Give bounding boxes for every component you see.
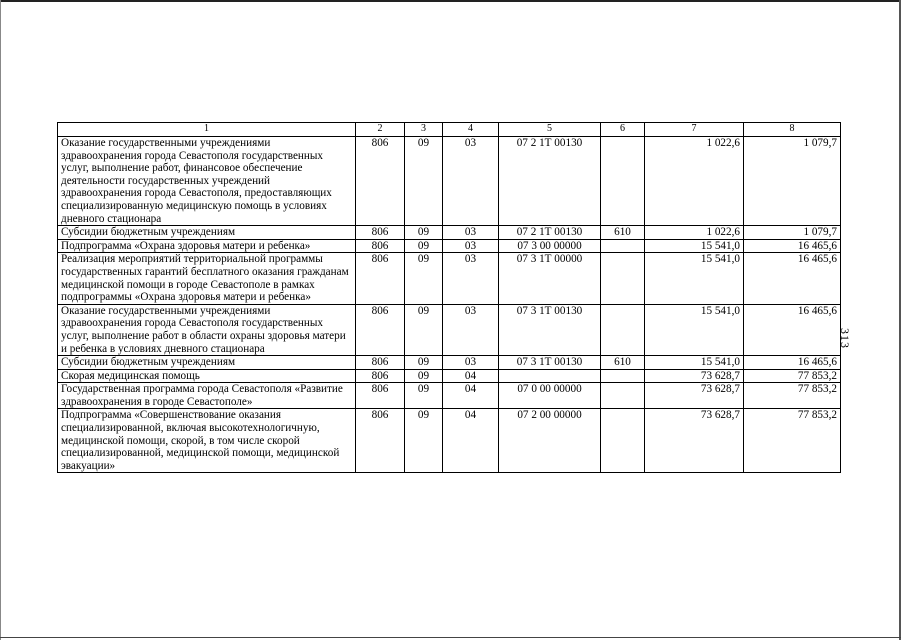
target-article-cell: 07 3 1Т 00130 <box>499 356 601 370</box>
amount-year2-cell: 1 079,7 <box>744 137 841 226</box>
section-code-cell: 09 <box>405 356 443 370</box>
column-header: 7 <box>645 123 744 137</box>
target-article-cell: 07 3 1Т 00000 <box>499 253 601 304</box>
amount-year2-cell: 77 853,2 <box>744 409 841 473</box>
table-row <box>58 409 841 473</box>
table-row <box>58 356 841 370</box>
scan-border-bottom <box>0 637 901 638</box>
row-name-cell: Оказание государственными учреждениями здравоохранения города Севастополя государственных услуг, выполнение работ в области охраны здоровья матери и ребенка в условиях дневного стационара <box>58 304 356 355</box>
amount-year1-cell: 73 628,7 <box>645 383 744 409</box>
section-code-cell: 09 <box>405 383 443 409</box>
column-header: 8 <box>744 123 841 137</box>
amount-year1-cell: 1 022,6 <box>645 226 744 240</box>
expense-type-cell: 610 <box>601 356 645 370</box>
subsection-code-cell: 03 <box>443 304 499 355</box>
ministry-code-cell: 806 <box>356 409 405 473</box>
expense-type-cell <box>601 369 645 383</box>
table-row <box>58 383 841 409</box>
target-article-cell: 07 3 1Т 00130 <box>499 304 601 355</box>
row-name-cell: Оказание государственными учреждениями здравоохранения города Севастополя государственных услуг, выполнение работ, финансовое обеспечение деятельности государственных учреждений здравоохранения города Севастополя, предоставляющих специализированную медицинскую помощь в условиях дневного стационара <box>58 137 356 226</box>
amount-year1-cell: 15 541,0 <box>645 304 744 355</box>
subsection-code-cell: 03 <box>443 137 499 226</box>
subsection-code-cell: 04 <box>443 383 499 409</box>
subsection-code-cell: 03 <box>443 356 499 370</box>
column-header: 4 <box>443 123 499 137</box>
row-name-cell: Подпрограмма «Совершенствование оказания специализированной, включая высокотехнологичную, медицинской помощи, скорой, в том числе скорой специализированной, медицинской помощи, медицинской эвакуации» <box>58 409 356 473</box>
ministry-code-cell: 806 <box>356 137 405 226</box>
amount-year1-cell: 1 022,6 <box>645 137 744 226</box>
row-name-cell: Скорая медицинская помощь <box>58 369 356 383</box>
page-number: 313 <box>838 328 852 349</box>
table-header-row <box>58 123 841 137</box>
target-article-cell: 07 2 1Т 00130 <box>499 226 601 240</box>
expense-type-cell <box>601 253 645 304</box>
scan-border-top <box>0 0 901 2</box>
column-header: 6 <box>601 123 645 137</box>
amount-year2-cell: 1 079,7 <box>744 226 841 240</box>
row-name-cell: Подпрограмма «Охрана здоровья матери и ребенка» <box>58 239 356 253</box>
amount-year2-cell: 16 465,6 <box>744 304 841 355</box>
section-code-cell: 09 <box>405 253 443 304</box>
subsection-code-cell: 04 <box>443 409 499 473</box>
table-row <box>58 137 841 226</box>
scan-border-left <box>0 0 1 640</box>
amount-year1-cell: 73 628,7 <box>645 409 744 473</box>
column-header: 2 <box>356 123 405 137</box>
subsection-code-cell: 03 <box>443 239 499 253</box>
expense-type-cell <box>601 304 645 355</box>
target-article-cell: 07 0 00 00000 <box>499 383 601 409</box>
table-row <box>58 226 841 240</box>
row-name-cell: Реализация мероприятий территориальной программы государственных гарантий бесплатного оказания гражданам медицинской помощи в городе Севастополе в рамках подпрограммы «Охрана здоровья матери и ребенка» <box>58 253 356 304</box>
column-header: 5 <box>499 123 601 137</box>
expense-type-cell <box>601 239 645 253</box>
subsection-code-cell: 04 <box>443 369 499 383</box>
ministry-code-cell: 806 <box>356 356 405 370</box>
ministry-code-cell: 806 <box>356 383 405 409</box>
expense-type-cell: 610 <box>601 226 645 240</box>
row-name-cell: Государственная программа города Севастополя «Развитие здравоохранения в городе Севастополе» <box>58 383 356 409</box>
amount-year1-cell: 15 541,0 <box>645 356 744 370</box>
target-article-cell: 07 2 00 00000 <box>499 409 601 473</box>
subsection-code-cell: 03 <box>443 253 499 304</box>
ministry-code-cell: 806 <box>356 369 405 383</box>
row-name-cell: Субсидии бюджетным учреждениям <box>58 356 356 370</box>
target-article-cell: 07 3 00 00000 <box>499 239 601 253</box>
amount-year2-cell: 77 853,2 <box>744 369 841 383</box>
section-code-cell: 09 <box>405 369 443 383</box>
target-article-cell: 07 2 1Т 00130 <box>499 137 601 226</box>
section-code-cell: 09 <box>405 409 443 473</box>
amount-year2-cell: 16 465,6 <box>744 239 841 253</box>
budget-table <box>57 122 841 473</box>
target-article-cell <box>499 369 601 383</box>
section-code-cell: 09 <box>405 226 443 240</box>
ministry-code-cell: 806 <box>356 239 405 253</box>
ministry-code-cell: 806 <box>356 304 405 355</box>
table-row <box>58 369 841 383</box>
amount-year2-cell: 16 465,6 <box>744 356 841 370</box>
subsection-code-cell: 03 <box>443 226 499 240</box>
amount-year2-cell: 16 465,6 <box>744 253 841 304</box>
table-row <box>58 239 841 253</box>
section-code-cell: 09 <box>405 137 443 226</box>
amount-year1-cell: 15 541,0 <box>645 239 744 253</box>
ministry-code-cell: 806 <box>356 253 405 304</box>
expense-type-cell <box>601 137 645 226</box>
table-row <box>58 253 841 304</box>
table-row <box>58 304 841 355</box>
row-name-cell: Субсидии бюджетным учреждениям <box>58 226 356 240</box>
column-header: 1 <box>58 123 356 137</box>
expense-type-cell <box>601 409 645 473</box>
section-code-cell: 09 <box>405 304 443 355</box>
ministry-code-cell: 806 <box>356 226 405 240</box>
amount-year2-cell: 77 853,2 <box>744 383 841 409</box>
column-header: 3 <box>405 123 443 137</box>
amount-year1-cell: 73 628,7 <box>645 369 744 383</box>
expense-type-cell <box>601 383 645 409</box>
section-code-cell: 09 <box>405 239 443 253</box>
amount-year1-cell: 15 541,0 <box>645 253 744 304</box>
